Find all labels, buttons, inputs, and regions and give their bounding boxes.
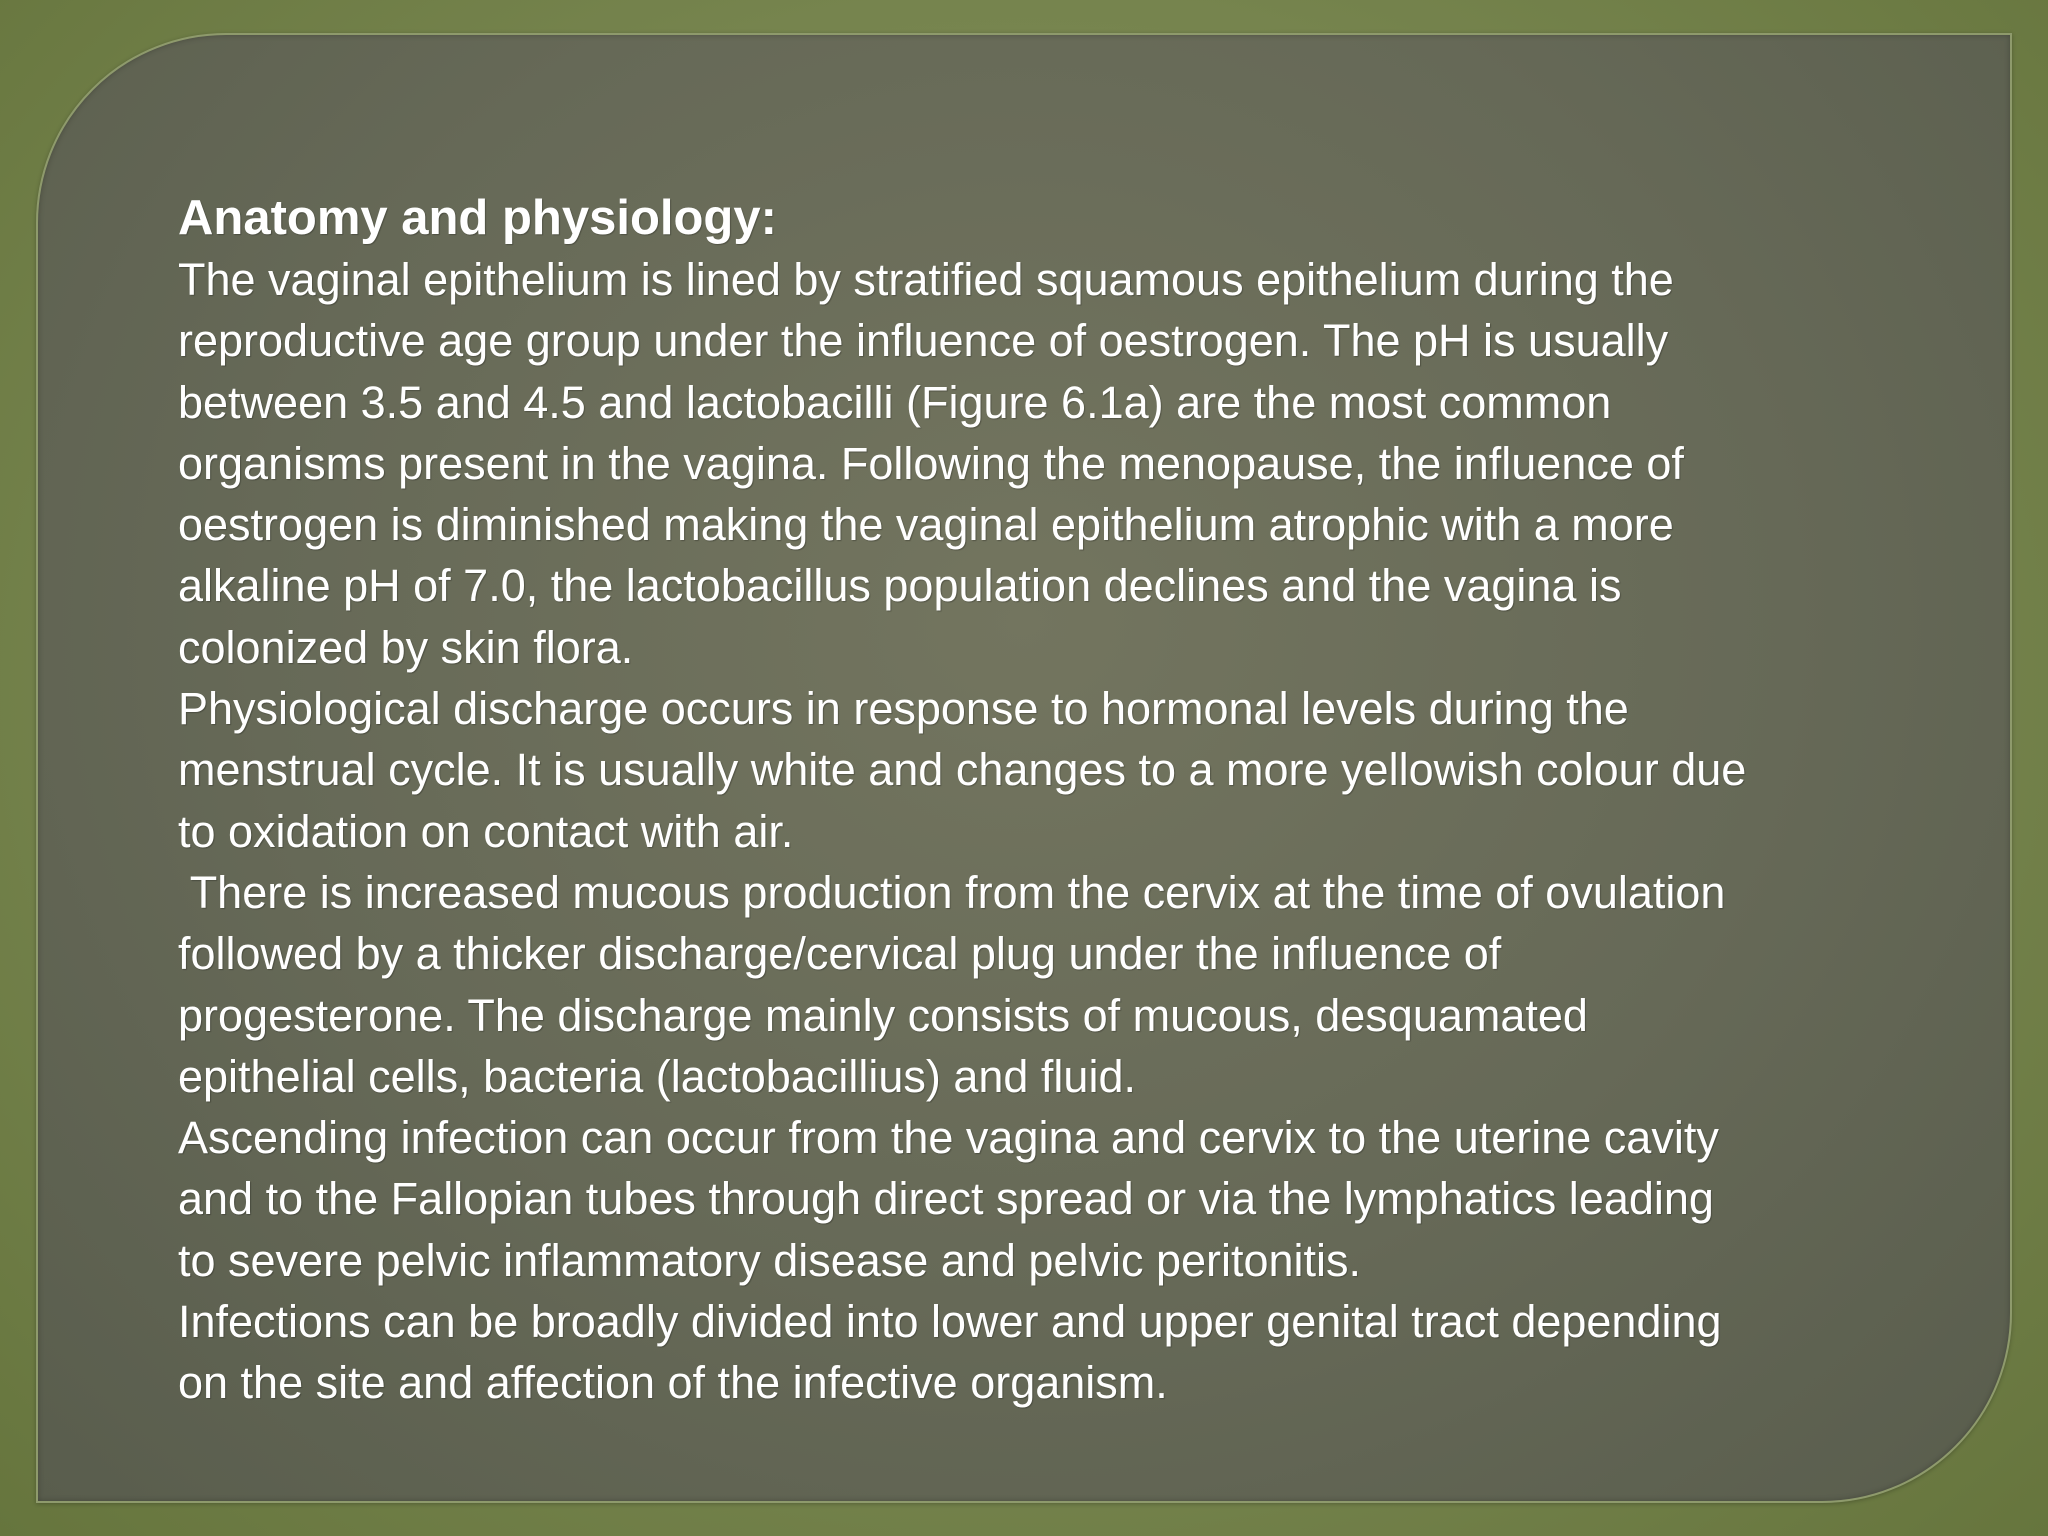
body-line: and to the Fallopian tubes through direct spread or via the lymphatics leading [178,1173,1714,1225]
body-line: reproductive age group under the influence of oestrogen. The pH is usually [178,315,1669,367]
body-line: progesterone. The discharge mainly consists of mucous, desquamated [178,989,1588,1041]
slide-title: Anatomy and physiology: [178,191,777,245]
body-line: colonized by skin flora. [178,621,634,673]
body-line: to severe pelvic inflammatory disease and pelvic peritonitis. [178,1234,1362,1286]
body-line: The vaginal epithelium is lined by stratified squamous epithelium during the [178,254,1674,305]
body-line: epithelial cells, bacteria (lactobacillius) and fluid. [178,1050,1136,1102]
body-line: followed by a thicker discharge/cervical plug under the influence of [178,928,1502,980]
body-line: Infections can be broadly divided into lower and upper genital tract depending [178,1296,1722,1348]
body-line: There is increased mucous production from the cervix at the time of ovulation [178,866,1726,918]
body-line: alkaline pH of 7.0, the lactobacillus population declines and the vagina is [178,560,1622,612]
slide-content [178,187,1978,1414]
slide-body [178,249,1978,1414]
slide-panel [36,33,2012,1503]
body-line: Physiological discharge occurs in response to hormonal levels during the [178,683,1629,735]
body-line: between 3.5 and 4.5 and lactobacilli (Figure 6.1a) are the most common [178,376,1612,428]
body-line: on the site and affection of the infective organism. [178,1357,1168,1409]
body-line: Ascending infection can occur from the vagina and cervix to the uterine cavity [178,1112,1719,1164]
body-line: organisms present in the vagina. Following the menopause, the influence of [178,437,1684,489]
body-line: to oxidation on contact with air. [178,805,794,857]
body-line: oestrogen is diminished making the vaginal epithelium atrophic with a more [178,499,1674,551]
body-line: menstrual cycle. It is usually white and changes to a more yellowish colour due [178,744,1747,796]
